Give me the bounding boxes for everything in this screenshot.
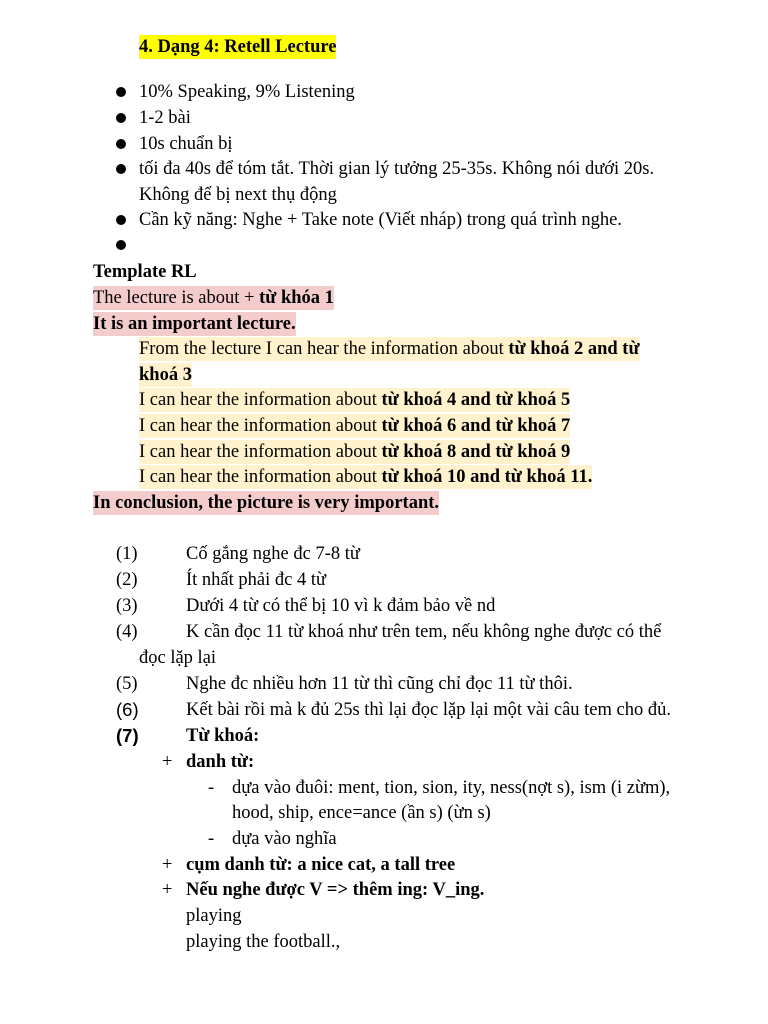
dash-marker: -: [208, 778, 215, 798]
section-heading: 4. Dạng 4: Retell Lecture: [139, 37, 337, 57]
list-item: Từ khoá:: [186, 726, 260, 746]
template-title: Template RL: [93, 262, 197, 282]
bullet-item: 10s chuẩn bị: [139, 134, 233, 154]
bullet-item: 1-2 bài: [139, 108, 191, 128]
bullet-dot: [116, 139, 126, 149]
template-conclusion: In conclusion, the picture is very important.: [93, 493, 440, 513]
bullet-item: Cần kỹ năng: Nghe + Take note (Viết nháp) trong quá trình nghe.: [139, 210, 622, 230]
plus-marker: +: [162, 752, 173, 772]
template-line-1: The lecture is about + từ khóa 1: [93, 288, 334, 308]
dash-marker: -: [208, 829, 215, 849]
list-item: Kết bài rồi mà k đủ 25s thì lại đọc lặp lại một vài câu tem cho đủ.: [186, 700, 671, 720]
list-number: (2): [116, 570, 138, 590]
bullet-dot: [116, 215, 126, 225]
bullet-item: 10% Speaking, 9% Listening: [139, 82, 355, 102]
plus-marker: +: [162, 855, 173, 875]
template-line-4: I can hear the information about từ khoá 4 and từ khoá 5: [139, 390, 571, 410]
template-line-2: It is an important lecture.: [93, 314, 296, 334]
keyword-dash-item: dựa vào nghĩa: [232, 829, 337, 849]
list-item-continued: đọc lặp lại: [139, 648, 217, 668]
bullet-dot: [116, 113, 126, 123]
list-number: (3): [116, 596, 138, 616]
bullet-dot: [116, 164, 126, 174]
list-number: (4): [116, 622, 138, 642]
list-item: Ít nhất phải đc 4 từ: [186, 570, 327, 590]
keyword-verb-ing: Nếu nghe được V => thêm ing: V_ing.: [186, 880, 485, 900]
list-item: Cố gắng nghe đc 7-8 từ: [186, 544, 360, 564]
template-line-3: From the lecture I can hear the information about từ khoá 2 and từ: [139, 339, 640, 359]
bullet-item-continued: Không để bị next thụ động: [139, 185, 337, 205]
bullet-dot-empty: [116, 240, 126, 250]
keyword-noun-phrase: cụm danh từ: a nice cat, a tall tree: [186, 855, 456, 875]
keyword-noun: danh từ:: [186, 752, 255, 772]
keyword-dash-item-continued: hood, ship, ence=ance (ần s) (ừn s): [232, 803, 491, 823]
list-item: Nghe đc nhiều hơn 11 từ thì cũng chỉ đọc 11 từ thôi.: [186, 674, 573, 694]
example-text: playing: [186, 906, 242, 926]
keyword-dash-item: dựa vào đuôi: ment, tion, sion, ity, ness(nợt s), ism (i zừm),: [232, 778, 671, 798]
list-number: (5): [116, 674, 138, 694]
list-number: (7): [116, 725, 139, 746]
template-line-7: I can hear the information about từ khoá 10 and từ khoá 11.: [139, 467, 593, 487]
list-item: K cần đọc 11 từ khoá như trên tem, nếu không nghe được có thể: [186, 622, 662, 642]
bullet-item: tối đa 40s để tóm tắt. Thời gian lý tưởng 25-35s. Không nói dưới 20s.: [139, 159, 655, 179]
template-line-3-continued: khoá 3: [139, 365, 192, 385]
list-number: (1): [116, 544, 138, 564]
list-item: Dưới 4 từ có thể bị 10 vì k đảm bảo về nd: [186, 596, 496, 616]
template-line-6: I can hear the information about từ khoá 8 and từ khoá 9: [139, 442, 571, 462]
plus-marker: +: [162, 880, 173, 900]
template-line-5: I can hear the information about từ khoá 6 and từ khoá 7: [139, 416, 571, 436]
example-text: playing the football.,: [186, 932, 341, 952]
bullet-dot: [116, 87, 126, 97]
list-number: (6): [116, 699, 139, 720]
